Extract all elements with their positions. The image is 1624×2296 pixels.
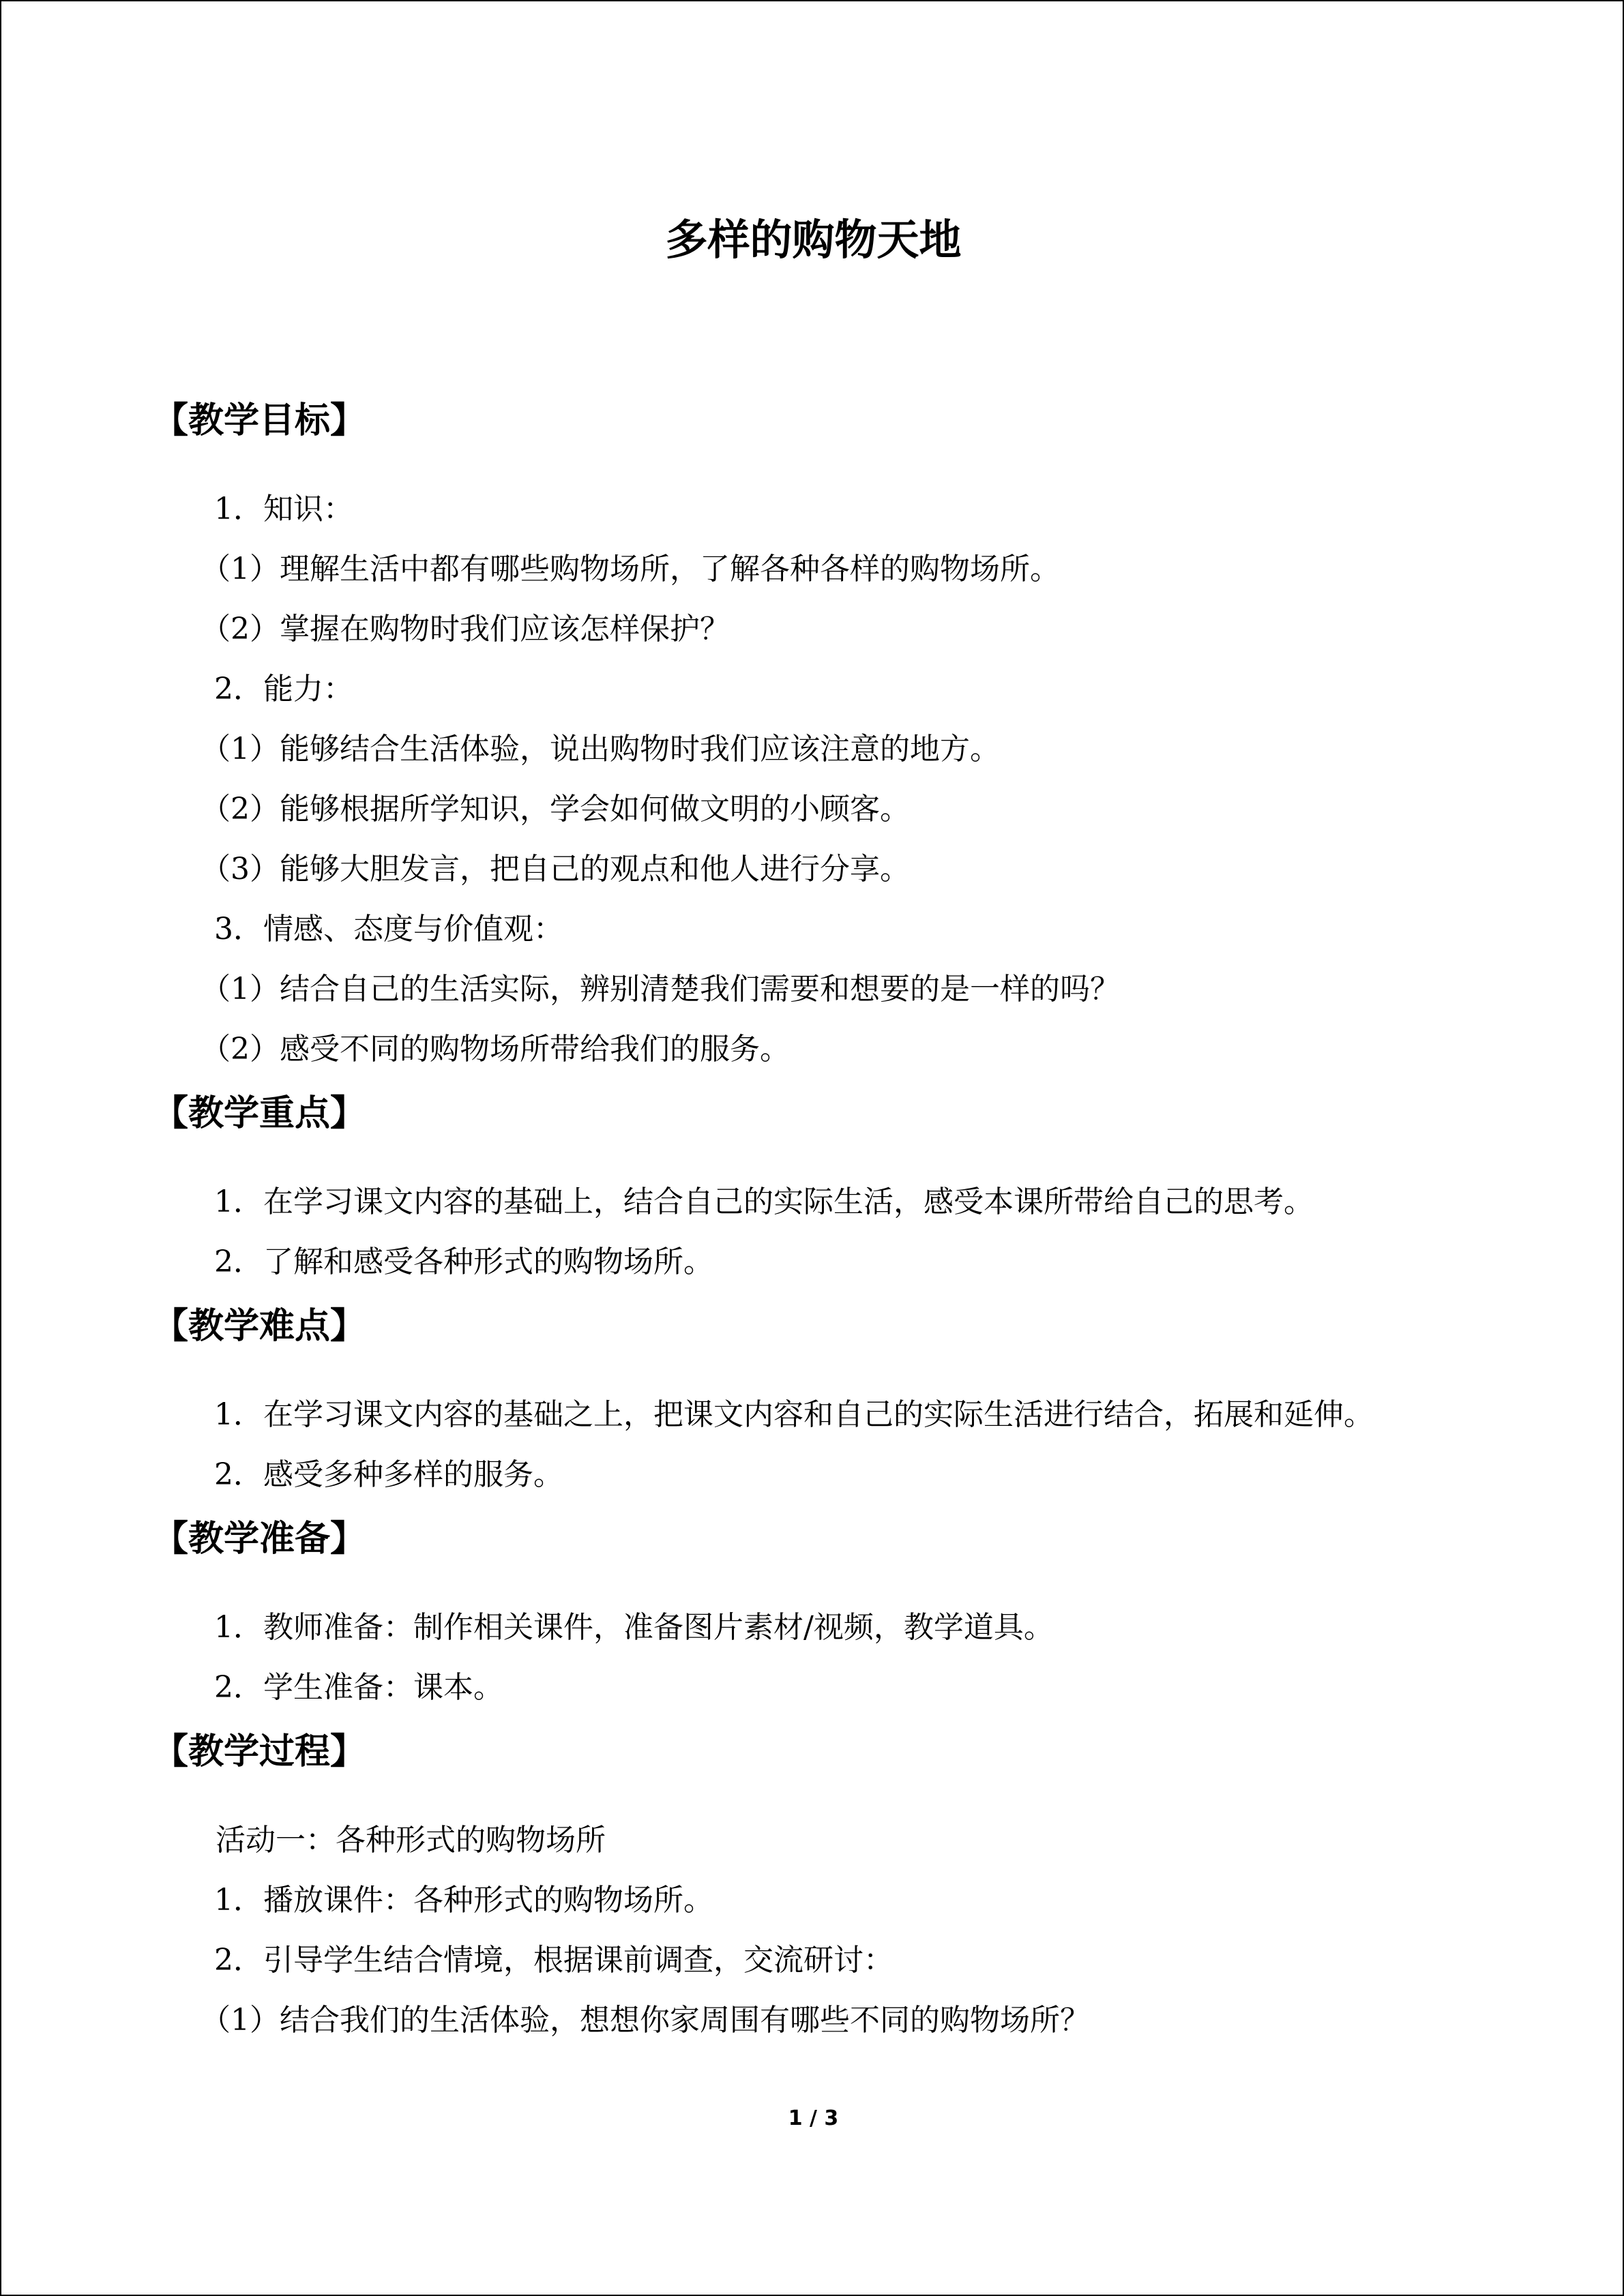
list-item: （3）能够大胆发言，把自己的观点和他人进行分享。	[201, 852, 910, 886]
list-item: 2．了解和感受各种形式的购物场所。	[214, 1244, 713, 1279]
section-heading: 【教学重点】	[153, 1093, 366, 1134]
list-item: 2．感受多种多样的服务。	[214, 1457, 563, 1492]
list-item: 1．教师准备：制作相关课件，准备图片素材/视频，教学道具。	[214, 1610, 1054, 1645]
list-item: （2）掌握在购物时我们应该怎样保护？	[201, 612, 730, 646]
list-item: （2）能够根据所学知识，学会如何做文明的小顾客。	[201, 792, 910, 826]
section-heading: 【教学难点】	[153, 1306, 366, 1347]
section-heading: 【教学过程】	[153, 1731, 366, 1772]
document-title: 多样的购物天地	[665, 215, 962, 265]
section-heading: 【教学目标】	[153, 400, 366, 441]
list-item: 1．知识：	[214, 492, 353, 526]
list-item: 2．引导学生结合情境，根据课前调查，交流研讨：	[214, 1943, 894, 1978]
list-item: （1）能够结合生活体验，说出购物时我们应该注意的地方。	[201, 732, 1000, 766]
section-teaching-process	[153, 1718, 1503, 2051]
section-teaching-objectives	[153, 387, 1503, 1079]
section-teaching-focus	[153, 1079, 1503, 1292]
section-teaching-preparation	[153, 1505, 1503, 1718]
document-body	[153, 387, 1503, 2051]
activity-title: 活动一：各种形式的购物场所	[216, 1823, 606, 1858]
list-item: （1）结合自己的生活实际，辨别清楚我们需要和想要的是一样的吗？	[201, 972, 1120, 1007]
list-item: （1）理解生活中都有哪些购物场所，了解各种各样的购物场所。	[201, 552, 1060, 586]
section-heading: 【教学准备】	[153, 1519, 366, 1560]
list-item: 2．学生准备：课本。	[214, 1670, 503, 1705]
list-item: 1．在学习课文内容的基础之上，把课文内容和自己的实际生活进行结合，拓展和延伸。	[214, 1397, 1374, 1432]
list-item: （1）结合我们的生活体验，想想你家周围有哪些不同的购物场所？	[201, 2003, 1090, 2038]
page-number: 1 / 3	[788, 2106, 839, 2130]
section-teaching-difficulties	[153, 1292, 1503, 1505]
list-item: （2）感受不同的购物场所带给我们的服务。	[201, 1032, 790, 1067]
list-item: 1．在学习课文内容的基础上，结合自己的实际生活，感受本课所带给自己的思考。	[214, 1184, 1314, 1219]
list-item: 2．能力：	[214, 672, 353, 706]
list-item: 1．播放课件：各种形式的购物场所。	[214, 1883, 713, 1918]
list-item: 3．情感、态度与价值观：	[214, 912, 563, 946]
